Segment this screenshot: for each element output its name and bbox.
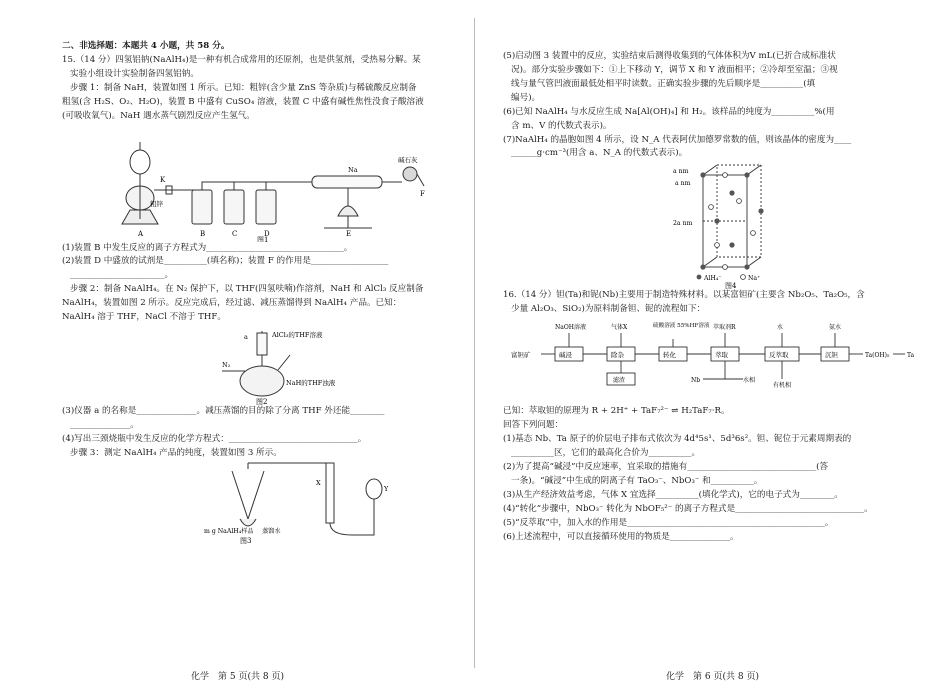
q15-q5-1: (5)启动图 3 装置中的反应，实验结束后测得收集到的气体体积为V mL(已折合成标准状 — [503, 51, 836, 61]
fig3-label-x: X — [316, 478, 321, 487]
q15-intro-1: 15.（14 分）四氢铝钠(NaAlH₄)是一种有机合成常用的还原剂，也是供氢剂，受热易分解。某 — [62, 54, 421, 65]
figure-4-unit-cell — [503, 161, 923, 289]
flow-reagent-6: 氨水 — [829, 324, 842, 332]
q16-q2-1: (2)为了提高“碱浸”中反应速率，宜采取的措施有______________________________(答 — [503, 461, 829, 472]
fig3-label-water: 蒸馏水 — [262, 527, 281, 535]
flow-residue: 滤渣 — [613, 377, 626, 385]
q15-q6-2: 含 m、V 的代数式表示)。 — [511, 120, 612, 131]
flow-water-phase: 水相 — [743, 377, 756, 385]
q15-q4: (4)写出三颈烧瓶中发生反应的化学方程式：______________________________。 — [62, 433, 367, 444]
right-column — [503, 50, 923, 544]
flowchart-diagram — [503, 317, 923, 405]
fig3-label-sample: m g NaAlH₄样品 — [204, 527, 254, 535]
flow-start: 富钽矿 — [511, 351, 531, 360]
fig3-caption: 图3 — [240, 536, 252, 545]
q15-q2-1: (2)装置 D 中盛放的试剂是__________(填名称)；装置 F 的作用是__________________ — [62, 256, 389, 267]
q15-q1: (1)装置 B 中发生反应的离子方程式为________________________________。 — [62, 242, 353, 253]
fig4-label-2a: 2a nm — [673, 220, 693, 228]
fig4-legend-na-marker — [741, 275, 746, 280]
flow-step-1: 碱浸 — [559, 351, 572, 360]
q16-q5: (5)“反萃取”中，加入水的作用是______________________________________________。 — [503, 517, 834, 528]
fig4-legend-alh4-marker — [697, 275, 702, 280]
q15-q7-2: ______g·cm⁻³(用含 a、N_A 的代数式表示)。 — [511, 148, 688, 159]
fig1-label-e: E — [346, 229, 352, 238]
q15-step1-2: 粗氢(含 H₂S、O₂、H₂O)，装置 B 中盛有 CuSO₄ 溶液，装置 C 中盛有碱性焦性没食子酸溶液 — [62, 96, 424, 107]
q16-intro-2: 少量 Al₂O₃、SiO₂)为原料制备钽、铌的流程如下： — [511, 304, 706, 315]
q15-q5-3: 线与量气管凹液面最低处相平时读数。正确实验步骤的先后顺序是__________(填 — [511, 78, 816, 89]
fig4-legend-alh4: AlH₄⁻ — [704, 275, 722, 283]
q16-q3: (3)从生产经济效益考虑，气体 X 宜选择__________(填化学式)，它的电子式为________。 — [503, 489, 843, 500]
q16-q1-1: (1)基态 Nb、Ta 原子的价层电子排布式依次为 4d⁴5s¹、5d³6s²。钽、铌位于元素周期表的 — [503, 434, 852, 445]
fig2-label-a: a — [244, 333, 248, 342]
q15-q5-2: 况)。部分实验步骤如下：①上下移动 Y，调节 X 和 Y 液面相平；②冷却至室温；③视 — [511, 64, 838, 75]
fig2-caption: 图2 — [256, 398, 268, 406]
q16-q2-2: 一条)。“碱浸”中生成的阴离子有 TaO₃⁻、NbO₃⁻ 和__________。 — [511, 475, 763, 486]
fig1-label-soda-lime: 碱石灰 — [398, 155, 418, 164]
flow-nb: Nb — [691, 377, 701, 385]
figure-3 — [62, 461, 462, 545]
q15-step1-1: 步骤 1：制备 NaH，装置如图 1 所示。已知：粗锌(含少量 ZnS 等杂质)与稀硫酸反应制备 — [70, 82, 417, 93]
flow-step-4: 萃取 — [715, 351, 728, 360]
flow-organic-phase: 有机相 — [773, 382, 792, 390]
fig2-label-alcl3: AlCl₃的THF溶液 — [272, 331, 323, 340]
fig2-label-n2: N₂ — [222, 361, 231, 370]
q16-q6: (6)上述流程中，可以直接循环使用的物质是______________。 — [503, 531, 739, 542]
flow-step-6: 沉钽 — [825, 351, 838, 360]
fig4-label-a-top: a nm — [673, 168, 689, 176]
flow-reagent-2: 气体X — [611, 324, 628, 332]
figure-2-apparatus — [62, 325, 462, 405]
fig4-label-a-side: a nm — [675, 180, 691, 188]
q15-q3-2: ______________。 — [70, 419, 139, 430]
fig1-label-b: B — [200, 229, 206, 238]
figure-2 — [62, 325, 462, 405]
q15-step2-1: 步骤 2：制备 NaAlH₄。在 N₂ 保护下，以 THF(四氢呋喃)作溶剂，NaH 和 AlCl₃ 反应制备 — [70, 284, 424, 295]
right-footer: 化学 第 6 页(共 8 页) — [666, 672, 759, 682]
left-footer: 化学 第 5 页(共 8 页) — [191, 672, 284, 682]
flow-step-2: 除杂 — [611, 351, 624, 360]
right-page — [475, 0, 950, 688]
fig1-label-d: D — [264, 229, 270, 238]
flow-product-1: Ta(OH)₅ — [865, 352, 890, 360]
fig3-label-y: Y — [384, 484, 389, 493]
flow-step-3: 转化 — [663, 351, 676, 360]
flow-reagent-4: 萃取剂R — [713, 324, 736, 332]
q15-step3: 步骤 3：测定 NaAlH₄ 产品的纯度，装置如图 3 所示。 — [70, 447, 282, 458]
flow-reagent-3: 硫酸溶液 55%HF溶液 — [653, 323, 710, 330]
fig1-caption: 图1 — [257, 235, 269, 242]
fig1-label-f: F — [420, 189, 425, 198]
fig4-caption: 图4 — [725, 282, 737, 290]
flow-reagent-5: 水 — [777, 324, 784, 332]
q15-step2-3: NaAlH₄ 溶于 THF，NaCl 不溶于 THF。 — [62, 312, 226, 323]
fig1-label-zinc: 粗锌 — [150, 199, 163, 208]
q16-answer-prompt: 回答下列问题： — [503, 420, 564, 431]
flow-reagent-1: NaOH溶液 — [555, 324, 586, 332]
flow-step-5: 反萃取 — [769, 351, 789, 360]
q15-q6-1: (6)已知 NaAlH₄ 与水反应生成 Na[Al(OH)₄] 和 H₂。该样品的纯度为__________%(用 — [503, 106, 835, 117]
section-title: 二、非选择题：本题共 4 小题，共 58 分。 — [62, 41, 230, 51]
q15-q2-2: ______________________。 — [70, 270, 174, 281]
q16-intro-1: 16.（14 分）钽(Ta)和铌(Nb)主要用于制造特殊材料。以某富钽矿(主要含 Nb₂O₅、Ta₂O₅，含 — [503, 290, 865, 301]
figure-4 — [503, 161, 923, 289]
flow-product-2: Ta — [907, 352, 915, 360]
q16-q1-2: __________区，它们的最高化合价为__________。 — [511, 447, 701, 458]
figure-3-apparatus — [62, 461, 462, 545]
q15-intro-2: 实验小组设计实验制备四氢铝钠。 — [70, 68, 199, 79]
fig2-label-nah: NaH的THF浊液 — [286, 379, 336, 388]
q15-q5-4: 编号)。 — [511, 92, 541, 103]
fig1-label-na: Na — [348, 165, 358, 174]
figure-1 — [62, 124, 462, 242]
q15-step1-3: (可吸收氧气)。NaH 遇水蒸气剧烈反应产生氢气。 — [62, 110, 255, 121]
fig1-label-a: A — [138, 229, 144, 238]
q16-known: 已知：萃取钽的原理为 R + 2H⁺ + TaF₇²⁻ ⇌ H₂TaF₇·R。 — [503, 406, 730, 417]
q15-q7-1: (7)NaAlH₄ 的晶胞如图 4 所示，设 N_A 代表阿伏加德罗常数的值，则该晶体的密度为____ — [503, 134, 852, 145]
fig1-label-k: K — [160, 175, 166, 184]
q15-q3-1: (3)仪器 a 的名称是______________。减压蒸馏的目的除了分离 THF 外还能________ — [62, 406, 385, 417]
q15-step2-2: NaAlH₄，装置如图 2 所示。反应完成后，经过滤、减压蒸馏得到 NaAlH₄ 产品。已知： — [62, 298, 402, 309]
q16-q4: (4)“转化”步骤中，NbO₃⁻ 转化为 NbOF₅²⁻ 的离子方程式是______________________________。 — [503, 503, 873, 514]
flowchart — [503, 317, 923, 405]
figure-1-apparatus — [62, 124, 462, 242]
fig4-legend-na: Na⁺ — [748, 275, 761, 283]
fig1-label-c: C — [232, 229, 238, 238]
left-column — [62, 40, 462, 545]
